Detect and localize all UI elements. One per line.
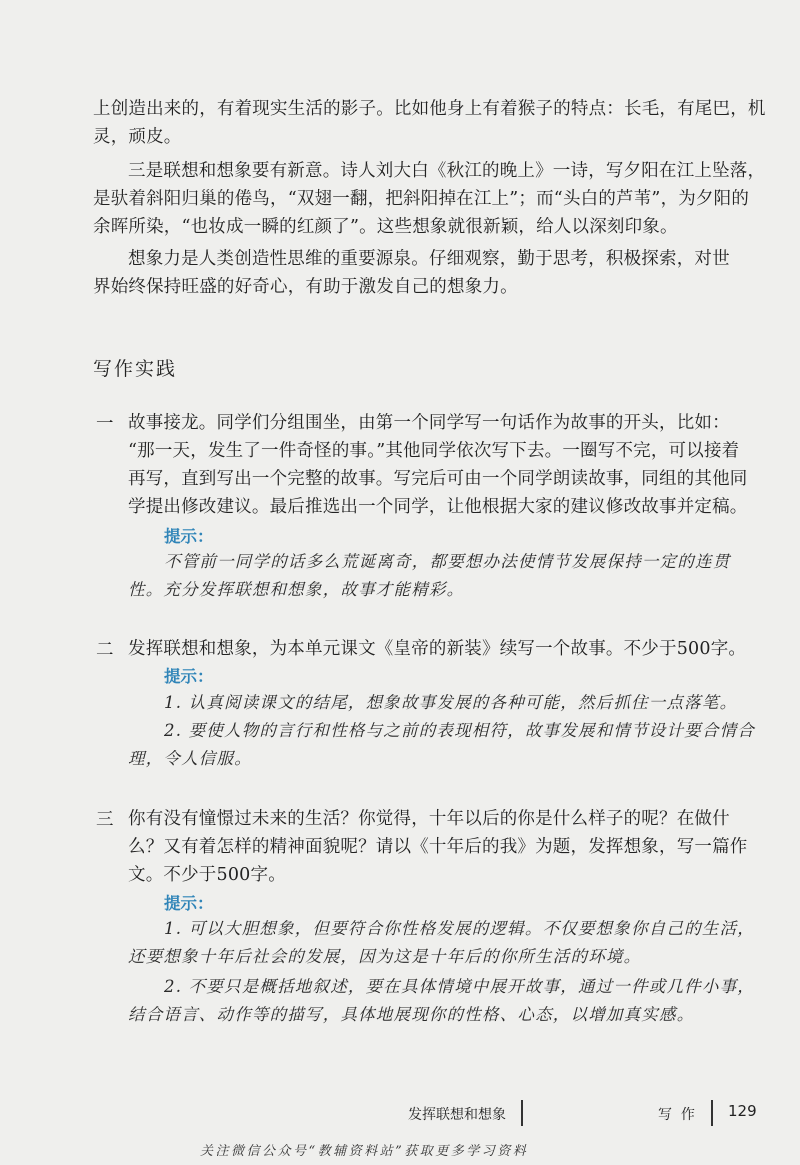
task-1-line-4: 学提出修改建议。最后推选出一个同学，让他根据大家的建议修改故事并定稿。 [128, 497, 748, 517]
intro-line-4: 是驮着斜阳归巢的倦鸟，“双翅一翻，把斜阳掉在江上”；而“头白的芦苇”，为夕阳的 [93, 189, 750, 209]
task-2-tip-line-1: 1. 认真阅读课文的结尾，想象故事发展的各种可能，然后抓住一点落笔。 [164, 693, 738, 712]
task-3-tip-line-2: 还要想象十年后社会的发展，因为这是十年后的你所生活的环境。 [128, 947, 642, 966]
task-1-tip-line-2: 性。充分发挥联想和想象，故事才能精彩。 [128, 580, 465, 599]
footer-topic: 发挥联想和想象 [408, 1107, 506, 1123]
task-3-line-2: 么？又有着怎样的精神面貌呢？请以《十年后的我》为题，发挥想象，写一篇作 [128, 837, 748, 857]
task-3-number: 三 [96, 810, 114, 830]
task-1-tip-line-1: 不管前一同学的话多么荒诞离奇，都要想办法使情节发展保持一定的连贯 [164, 552, 731, 571]
task-2-tip-line-2: 2. 要使人物的言行和性格与之前的表现相符，故事发展和情节设计要合情合 [164, 721, 755, 740]
task-2-number: 二 [96, 640, 114, 660]
task-1-line-1: 故事接龙。同学们分组围坐，由第一个同学写一句话作为故事的开头，比如： [128, 413, 730, 433]
section-title: 写作实践 [93, 358, 178, 380]
task-2-tip-label: 提示： [164, 667, 214, 686]
task-3-line-3: 文。不少于500字。 [128, 865, 286, 885]
page-number: 129 [728, 1102, 757, 1120]
task-1-tip-label: 提示： [164, 527, 214, 546]
footer-section: 写 作 [658, 1107, 695, 1123]
task-3-tip-line-4: 结合语言、动作等的描写，具体地展现你的性格、心态，以增加真实感。 [128, 1005, 695, 1024]
intro-line-7: 界始终保持旺盛的好奇心，有助于激发自己的想象力。 [93, 277, 518, 297]
footer-divider-left [521, 1100, 523, 1126]
task-1-number: 一 [96, 414, 114, 434]
task-2-line-1: 发挥联想和想象，为本单元课文《皇帝的新装》续写一个故事。不少于500字。 [128, 639, 747, 659]
task-3-tip-label: 提示： [164, 894, 214, 913]
intro-line-5: 余晖所染，“也妆成一瞬的红颜了”。这些想象就很新颖，给人以深刻印象。 [93, 217, 678, 237]
intro-line-3: 三是联想和想象要有新意。诗人刘大白《秋江的晚上》一诗，写夕阳在江上坠落， [128, 161, 766, 181]
task-2-tip-line-3: 理，令人信服。 [128, 749, 252, 768]
task-1-line-3: 再写，直到写出一个完整的故事。写完后可由一个同学朗读故事，同组的其他同 [128, 469, 748, 489]
footer-divider-right [711, 1100, 713, 1126]
task-3-tip-line-3: 2. 不要只是概括地叙述，要在具体情境中展开故事，通过一件或几件小事， [164, 977, 755, 996]
task-1-line-2: “那一天，发生了一件奇怪的事。”其他同学依次写下去。一圈写不完，可以接着 [128, 441, 740, 461]
watermark-text: 关注微信公众号“教辅资料站”获取更多学习资料 [200, 1144, 529, 1159]
intro-line-6: 想象力是人类创造性思维的重要源泉。仔细观察，勤于思考，积极探索，对世 [128, 249, 730, 269]
task-3-tip-line-1: 1. 可以大胆想象，但要符合你性格发展的逻辑。不仅要想象你自己的生活， [164, 919, 755, 938]
intro-line-1: 上创造出来的，有着现实生活的影子。比如他身上有着猴子的特点：长毛，有尾巴，机 [93, 99, 766, 119]
intro-line-2: 灵，顽皮。 [93, 127, 182, 147]
task-3-line-1: 你有没有憧憬过未来的生活？你觉得，十年以后的你是什么样子的呢？在做什 [128, 809, 730, 829]
